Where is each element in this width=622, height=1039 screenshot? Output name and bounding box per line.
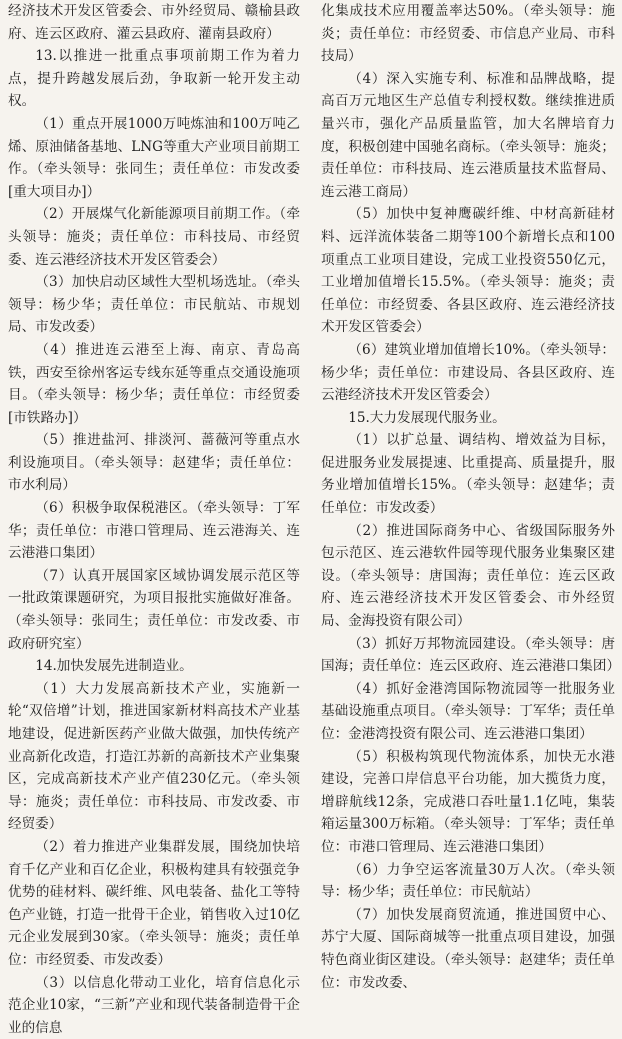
paragraph: （7）加快发展商贸流通，推进国贸中心、苏宁大厦、国际商城等一批重点项目建设，加强特色商业街区建设。（牵头领导：赵建华；责任单位：市发改委、 [321,906,615,991]
section-heading: 14.加快发展先进制造业。 [35,658,193,675]
paragraph: （1）重点开展1000万吨炼油和100万吨乙烯、原油储备基地、LNG等重大产业项目前期工作。（牵头领导：张同生；责任单位：市发改委[重大项目办]） [8,115,300,200]
paragraph: （6）建筑业增加值增长10%。（牵头领导：杨少华；责任单位：市建设局、各县区政府、连云港经济技术开发区管委会） [321,341,615,404]
paragraph: （5）积极构筑现代物流体系，加快无水港建设，完善口岸信息平台功能，加大揽货力度，增辟航线12条，完成港口吞吐量1.1亿吨，集装箱运量300万标箱。（牵头领导：丁军华；责任单位：市港口管理局、连云港港口集团） [321,748,615,855]
paragraph: （4）深入实施专利、标准和品牌战略，提高百万元地区生产总值专利授权数。继续推进质量兴市，强化产品质量监管，加大名牌培育力度，积极创建中国驰名商标。（牵头领导：施炎；责任单位：市科技局、连云港质量技术监督局、连云港工商局） [321,70,615,200]
left-column [8,0,300,1039]
right-column [321,0,621,994]
paragraph: （3）加快启动区域性大型机场选址。（牵头领导：杨少华；责任单位：市民航站、市规划局、市发改委） [8,274,300,336]
paragraph: 化集成技术应用覆盖率达50%。（牵头领导：施炎；责任单位：市经贸委、市信息产业局、市科技局） [321,3,615,65]
paragraph: （6）力争空运客流量30万人次。（牵头领导：杨少华；责任单位：市民航站） [321,861,615,901]
paragraph: （7）认真开展国家区域协调发展示范区等一批政策课题研究，为项目报批实施做好准备。（牵头领导：张同生；责任单位：市发改委、市政府研究室） [8,567,300,652]
paragraph: （5）加快中复神鹰碳纤维、中材高新硅材料、远洋流体装备二期等100个新增长点和100项重点工业项目建设，完成工业投资550亿元，工业增加值增长15.5%。（牵头领导：施炎；责任单位：市经贸委、各县区政府、连云港经济技术开发区管委会） [321,206,615,336]
paragraph: （1）大力发展高新技术产业，实施新一轮“双倍增”计划，推进国家新材料高技术产业基地建设，促进新医药产业做大做强，加快传统产业高新化改造，打造江苏新的高新技术产业集聚区，完成高新技术产业产值230亿元。（牵头领导：施炎；责任单位：市科技局、市发改委、市经贸委） [8,680,300,833]
paragraph: 13.以推进一批重点事项前期工作为着力点，提升跨越发展后劲，争取新一轮开发主动权。 [8,48,300,110]
section-heading: 15.大力发展现代服务业。 [348,409,506,426]
paragraph: （4）推进连云港至上海、南京、青岛高铁，西安至徐州客运专线东延等重点交通设施项目。（牵头领导：杨少华；责任单位：市经贸委[市铁路办]） [8,341,300,426]
paragraph: （3）以信息化带动工业化，培育信息化示范企业10家，“三新”产业和现代装备制造骨干企业的信息 [8,974,300,1036]
paragraph: 经济技术开发区管委会、市外经贸局、赣榆县政府、连云区政府、灌云县政府、灌南县政府） [8,3,300,42]
paragraph: （1）以扩总量、调结构、增效益为目标，促进服务业发展提速、比重提高、质量提升，服务业增加值增长15%。（牵头领导：赵建华；责任单位：市发改委） [321,432,615,517]
paragraph: （2）推进国际商务中心、省级国际服务外包示范区、连云港软件园等现代服务业集聚区建设。（牵头领导：唐国海；责任单位：连云区政府、连云港经济技术开发区管委会、市外经贸局、金海投资有限公司） [321,522,615,630]
paragraph: （4）抓好金港湾国际物流园等一批服务业基础设施重点项目。（牵头领导：丁军华；责任单位：金港湾投资有限公司、连云港港口集团） [321,680,615,742]
paragraph: （5）推进盐河、排淡河、蔷薇河等重点水利设施项目。（牵头领导：赵建华；责任单位：市水利局） [8,432,300,494]
paragraph: （2）着力推进产业集群发展，围绕加快培育千亿产业和百亿企业，积极构建具有较强竞争优势的硅材料、碳纤维、风电装备、盐化工等特色产业链，打造一批骨干企业，销售收入过10亿元企业发展到30家。（牵头领导：施炎；责任单位：市经贸委、市发改委） [8,838,300,968]
paragraph: （3）抓好万邦物流园建设。（牵头领导：唐国海；责任单位：连云区政府、连云港港口集团） [321,635,621,675]
paragraph: （6）积极争取保税港区。（牵头领导：丁军华；责任单位：市港口管理局、连云港海关、连云港港口集团） [8,500,300,562]
paragraph: （2）开展煤气化新能源项目前期工作。（牵头领导：施炎；责任单位：市科技局、市经贸委、连云港经济技术开发区管委会） [8,206,300,268]
